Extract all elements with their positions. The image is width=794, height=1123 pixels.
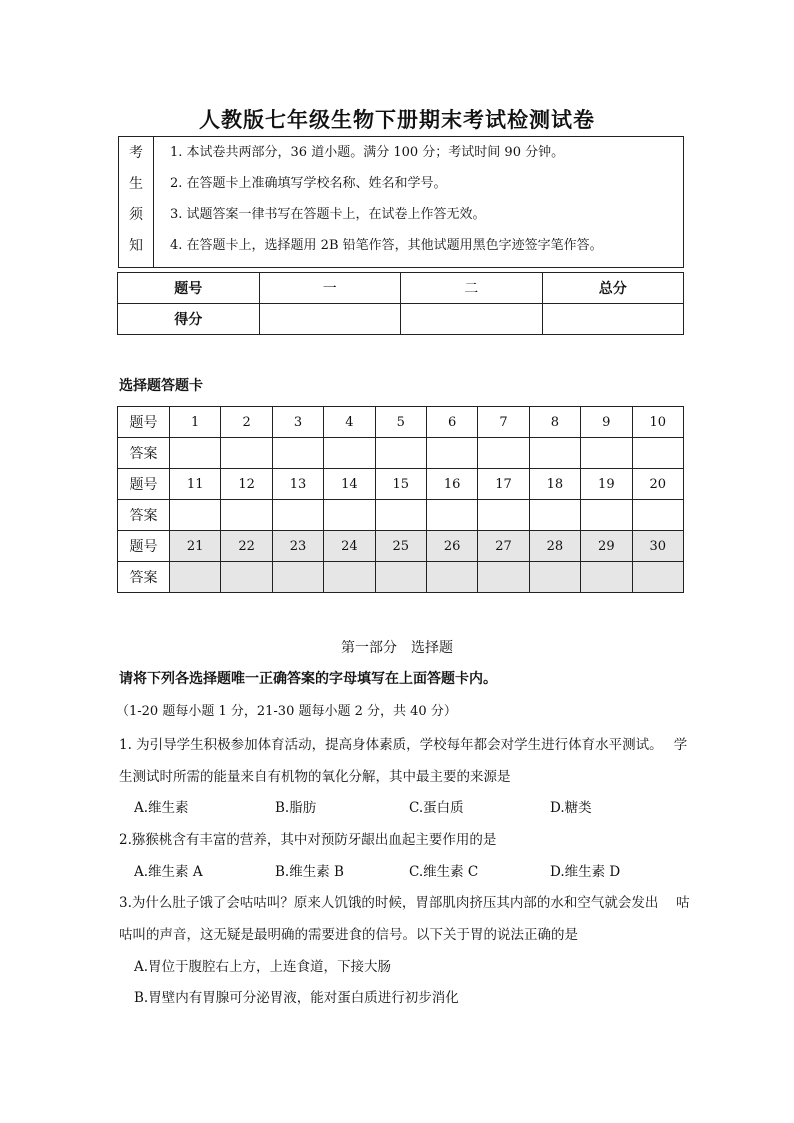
question-number-cell: 8 bbox=[529, 407, 580, 438]
answer-cell[interactable] bbox=[324, 500, 375, 531]
question-number-cell: 2 bbox=[221, 407, 272, 438]
answer-card-answer-row bbox=[118, 500, 684, 531]
score-table bbox=[117, 272, 684, 335]
answer-card-answer-label: 答案 bbox=[118, 562, 170, 593]
option-b: B.脂肪 bbox=[275, 800, 317, 816]
answer-card-answer-label: 答案 bbox=[118, 500, 170, 531]
question-number-cell: 9 bbox=[581, 407, 632, 438]
notice-item: 4. 在答题卡上，选择题用 2B 铅笔作答，其他试题用黑色字迹签字笔作答。 bbox=[170, 238, 603, 253]
answer-cell[interactable] bbox=[581, 438, 632, 469]
question-number-cell: 11 bbox=[170, 469, 221, 500]
question-number-cell: 23 bbox=[272, 531, 323, 562]
score-header-cell: 二 bbox=[401, 273, 543, 304]
question-number-cell: 6 bbox=[426, 407, 477, 438]
score-cell[interactable] bbox=[259, 304, 401, 335]
answer-cell[interactable] bbox=[529, 500, 580, 531]
score-header-cell: 题号 bbox=[118, 273, 260, 304]
question-3-option-a: A.胃位于腹腔右上方，上连食道，下接大肠 bbox=[134, 959, 392, 975]
answer-card-number-row bbox=[118, 469, 684, 500]
score-header-row bbox=[118, 273, 684, 304]
answer-cell[interactable] bbox=[426, 500, 477, 531]
answer-card-answer-row bbox=[118, 562, 684, 593]
answer-card-number-row bbox=[118, 531, 684, 562]
question-number-cell: 27 bbox=[478, 531, 529, 562]
answer-card-number-label: 题号 bbox=[118, 407, 170, 438]
question-number-cell: 5 bbox=[375, 407, 426, 438]
answer-cell[interactable] bbox=[221, 438, 272, 469]
answer-cell[interactable] bbox=[632, 438, 683, 469]
option-a: A.维生素 bbox=[134, 800, 189, 816]
question-1-options bbox=[134, 796, 592, 816]
notice-side-char: 生 bbox=[129, 176, 143, 192]
question-1-line-2: 生测试时所需的能量来自有机物的氧化分解，其中最主要的来源是 bbox=[119, 769, 511, 785]
answer-cell[interactable] bbox=[426, 562, 477, 593]
question-number-cell: 13 bbox=[272, 469, 323, 500]
answer-card-number-label: 题号 bbox=[118, 531, 170, 562]
score-value-row bbox=[118, 304, 684, 335]
answer-cell[interactable] bbox=[272, 438, 323, 469]
question-number-cell: 7 bbox=[478, 407, 529, 438]
answer-cell[interactable] bbox=[272, 500, 323, 531]
score-header-cell: 总分 bbox=[542, 273, 684, 304]
question-number-cell: 28 bbox=[529, 531, 580, 562]
answer-card-title: 选择题答题卡 bbox=[119, 378, 203, 394]
score-header-cell: 一 bbox=[259, 273, 401, 304]
score-cell[interactable] bbox=[401, 304, 543, 335]
question-number-cell: 24 bbox=[324, 531, 375, 562]
answer-card-number-label: 题号 bbox=[118, 469, 170, 500]
option-c: C.蛋白质 bbox=[409, 800, 464, 816]
notice-box bbox=[118, 136, 684, 268]
score-cell[interactable] bbox=[542, 304, 684, 335]
question-number-cell: 20 bbox=[632, 469, 683, 500]
answer-card-table bbox=[117, 406, 684, 593]
answer-cell[interactable] bbox=[170, 438, 221, 469]
question-number-cell: 29 bbox=[581, 531, 632, 562]
answer-cell[interactable] bbox=[272, 562, 323, 593]
option-d: D.糖类 bbox=[550, 800, 592, 816]
question-number-cell: 21 bbox=[170, 531, 221, 562]
question-number-cell: 19 bbox=[581, 469, 632, 500]
answer-cell[interactable] bbox=[529, 562, 580, 593]
question-3-line-1: 3.为什么肚子饿了会咕咕叫？原来人饥饿的时候，胃部肌肉挤压其内部的水和空气就会发出 咕 bbox=[119, 895, 690, 911]
score-row-label: 得分 bbox=[118, 304, 260, 335]
question-3-option-b: B.胃壁内有胃腺可分泌胃液，能对蛋白质进行初步消化 bbox=[134, 990, 459, 1006]
notice-item: 1. 本试卷共两部分，36 道小题。满分 100 分；考试时间 90 分钟。 bbox=[170, 145, 565, 160]
answer-cell[interactable] bbox=[170, 500, 221, 531]
question-1-line-1: 1. 为引导学生积极参加体育活动，提高身体素质，学校每年都会对学生进行体育水平测试。 学 bbox=[119, 737, 688, 753]
option-d: D.维生素 D bbox=[550, 864, 621, 880]
question-number-cell: 17 bbox=[478, 469, 529, 500]
question-number-cell: 16 bbox=[426, 469, 477, 500]
question-number-cell: 3 bbox=[272, 407, 323, 438]
answer-cell[interactable] bbox=[375, 500, 426, 531]
section-instruction: 请将下列各选择题唯一正确答案的字母填写在上面答题卡内。 bbox=[119, 671, 497, 687]
answer-cell[interactable] bbox=[632, 500, 683, 531]
option-c: C.维生素 C bbox=[409, 864, 479, 880]
question-3-line-2: 咕叫的声音，这无疑是最明确的需要进食的信号。以下关于胃的说法正确的是 bbox=[119, 927, 578, 943]
answer-cell[interactable] bbox=[221, 562, 272, 593]
question-number-cell: 14 bbox=[324, 469, 375, 500]
exam-title: 人教版七年级生物下册期末考试检测试卷 bbox=[199, 107, 595, 132]
answer-cell[interactable] bbox=[221, 500, 272, 531]
section-points: （1-20 题每小题 1 分，21-30 题每小题 2 分，共 40 分） bbox=[116, 704, 457, 719]
notice-item: 3. 试题答案一律书写在答题卡上，在试卷上作答无效。 bbox=[170, 207, 486, 222]
section-title: 第一部分 选择题 bbox=[341, 640, 453, 656]
answer-cell[interactable] bbox=[426, 438, 477, 469]
question-2-line-1: 2.猕猴桃含有丰富的营养，其中对预防牙龈出血起主要作用的是 bbox=[119, 832, 497, 848]
notice-items bbox=[154, 137, 684, 268]
answer-cell[interactable] bbox=[478, 562, 529, 593]
option-b: B.维生素 B bbox=[275, 864, 344, 880]
option-a: A.维生素 A bbox=[134, 864, 203, 880]
question-number-cell: 30 bbox=[632, 531, 683, 562]
answer-cell[interactable] bbox=[375, 438, 426, 469]
notice-side-char: 知 bbox=[129, 238, 143, 254]
notice-side-char: 考 bbox=[129, 145, 143, 161]
answer-cell[interactable] bbox=[375, 562, 426, 593]
question-number-cell: 15 bbox=[375, 469, 426, 500]
question-2-options bbox=[134, 860, 620, 880]
answer-cell[interactable] bbox=[478, 438, 529, 469]
question-number-cell: 18 bbox=[529, 469, 580, 500]
question-number-cell: 26 bbox=[426, 531, 477, 562]
answer-cell[interactable] bbox=[324, 562, 375, 593]
question-number-cell: 1 bbox=[170, 407, 221, 438]
question-number-cell: 22 bbox=[221, 531, 272, 562]
answer-card-answer-label: 答案 bbox=[118, 438, 170, 469]
notice-side-char: 须 bbox=[129, 207, 143, 223]
answer-cell[interactable] bbox=[478, 500, 529, 531]
answer-card-number-row bbox=[118, 407, 684, 438]
notice-item: 2. 在答题卡上准确填写学校名称、姓名和学号。 bbox=[170, 176, 447, 191]
notice-side-label bbox=[119, 137, 154, 268]
answer-cell[interactable] bbox=[170, 562, 221, 593]
answer-cell[interactable] bbox=[324, 438, 375, 469]
question-number-cell: 4 bbox=[324, 407, 375, 438]
answer-cell[interactable] bbox=[581, 500, 632, 531]
question-number-cell: 25 bbox=[375, 531, 426, 562]
answer-cell[interactable] bbox=[632, 562, 683, 593]
answer-cell[interactable] bbox=[581, 562, 632, 593]
answer-card-answer-row bbox=[118, 438, 684, 469]
question-number-cell: 12 bbox=[221, 469, 272, 500]
question-number-cell: 10 bbox=[632, 407, 683, 438]
answer-cell[interactable] bbox=[529, 438, 580, 469]
